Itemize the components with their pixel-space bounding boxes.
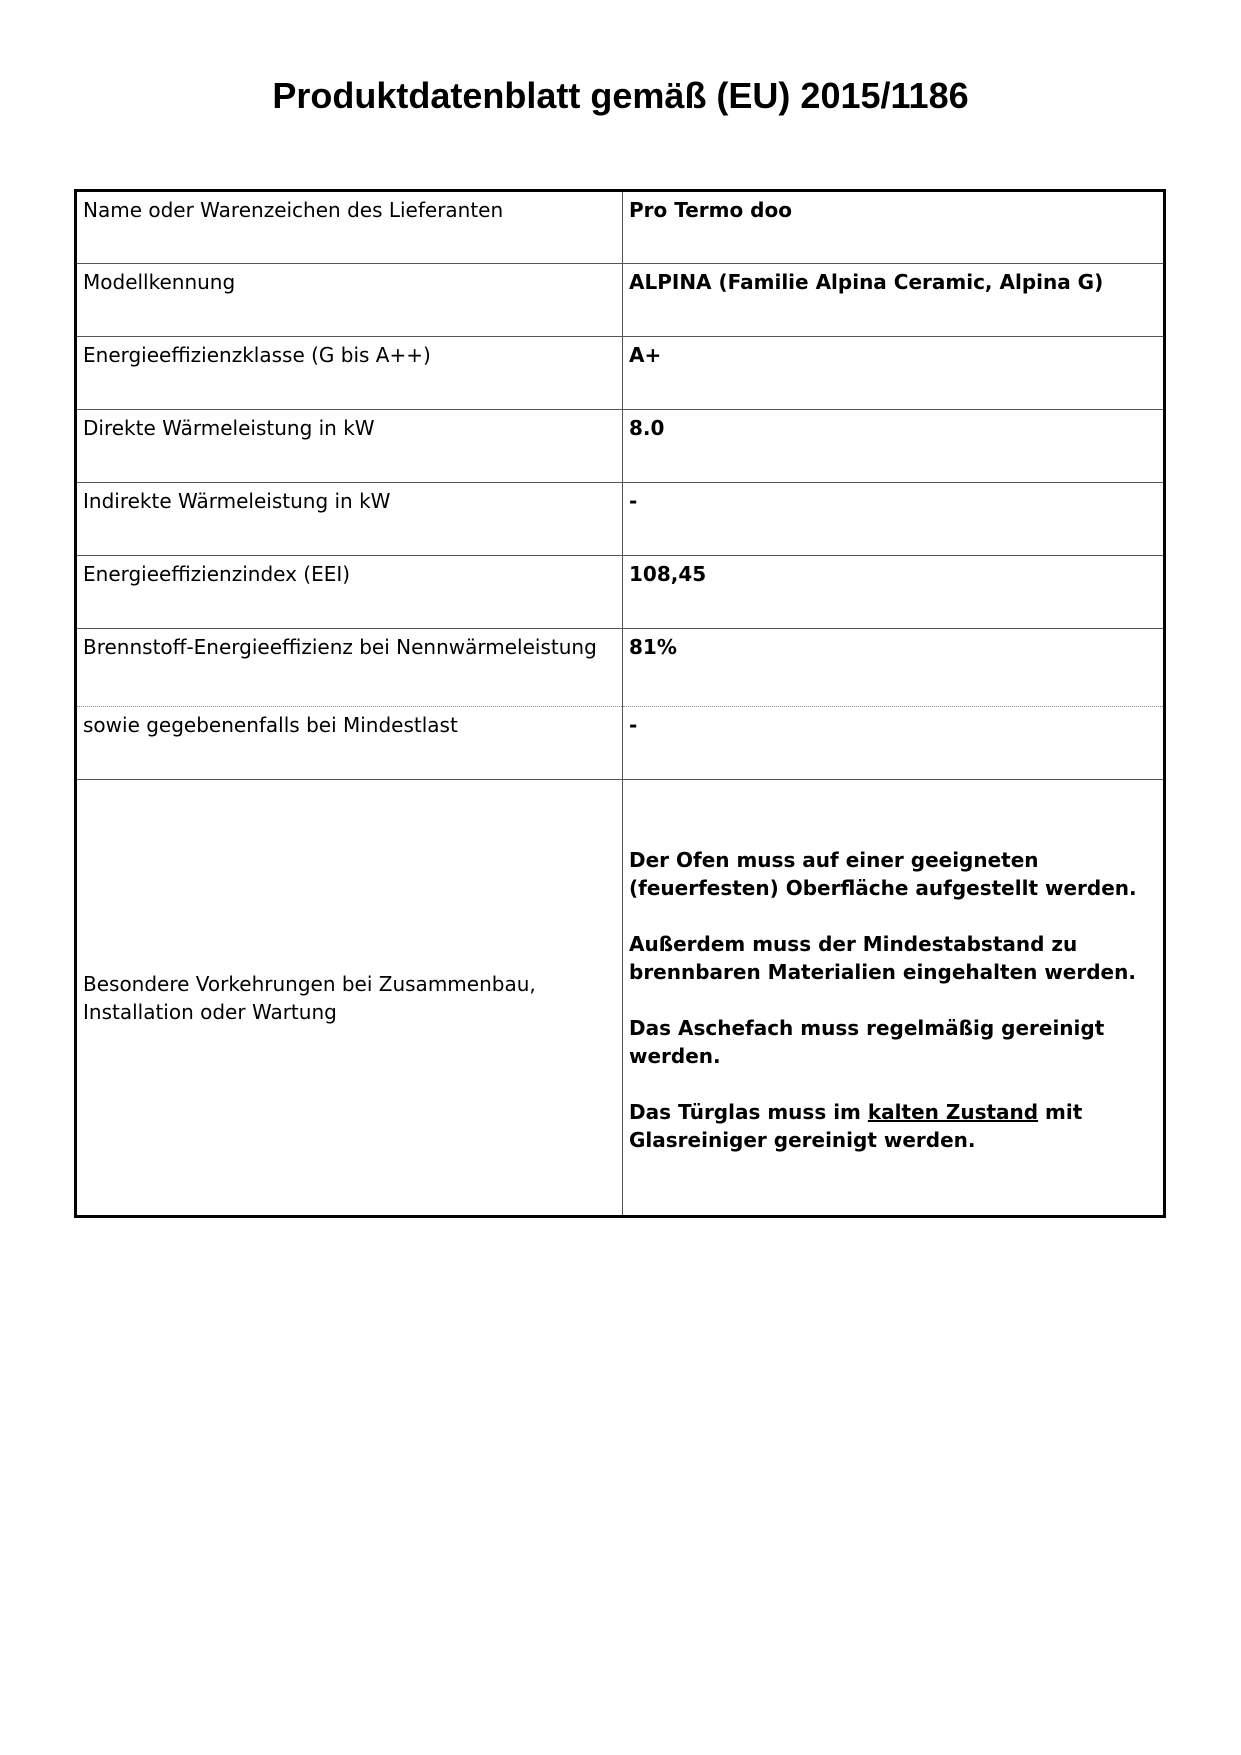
note-door-glass-end: mit Glasreiniger gereinigt werden.: [629, 1099, 1083, 1152]
row-value: ALPINA (Familie Alpina Ceramic, Alpina G): [623, 264, 1165, 337]
table-row-minimum-load: [76, 707, 1165, 780]
table-row-special-precautions: [76, 780, 1165, 1217]
row-value: 81%: [623, 629, 1165, 707]
row-value: A+: [623, 337, 1165, 410]
table-row-supplier: [76, 191, 1165, 264]
row-label: Energieeffizienzindex (EEI): [76, 556, 623, 629]
note-door-glass-underlined: kalten Zustand: [867, 1099, 1039, 1124]
precautions-notes: [623, 780, 1165, 1217]
row-value: Pro Termo doo: [623, 191, 1165, 264]
row-label: Besondere Vorkehrungen bei Zusammenbau, Installation oder Wartung: [76, 780, 623, 1217]
note-door-glass-start: Das Türglas muss im: [629, 1099, 868, 1124]
row-value: 108,45: [623, 556, 1165, 629]
row-label: Modellkennung: [76, 264, 623, 337]
row-label: Direkte Wärmeleistung in kW: [76, 410, 623, 483]
table-row-efficiency-class: [76, 337, 1165, 410]
note-door-glass: [629, 1098, 1157, 1154]
row-label: Name oder Warenzeichen des Lieferanten: [76, 191, 623, 264]
row-value: -: [623, 707, 1165, 780]
table-row-eei: [76, 556, 1165, 629]
note-surface: Der Ofen muss auf einer geeigneten (feuerfesten) Oberfläche aufgestellt werden.: [629, 847, 1137, 900]
row-label: Energieeffizienzklasse (G bis A++): [76, 337, 623, 410]
table-row-fuel-efficiency: [76, 629, 1165, 707]
row-label: Indirekte Wärmeleistung in kW: [76, 483, 623, 556]
note-clearance: Außerdem muss der Mindestabstand zu brennbaren Materialien eingehalten werden.: [629, 931, 1136, 984]
table-row-model: [76, 264, 1165, 337]
row-value: 8.0: [623, 410, 1165, 483]
row-label: Brennstoff-Energieeffizienz bei Nennwärmeleistung: [76, 629, 623, 707]
note-ash-pan: Das Aschefach muss regelmäßig gereinigt werden.: [629, 1015, 1105, 1068]
table-row-direct-heat-output: [76, 410, 1165, 483]
row-label: sowie gegebenenfalls bei Mindestlast: [76, 707, 623, 780]
product-data-table: [74, 189, 1166, 1218]
row-value: -: [623, 483, 1165, 556]
table-row-indirect-heat-output: [76, 483, 1165, 556]
page-title: Produktdatenblatt gemäß (EU) 2015/1186: [272, 75, 969, 116]
